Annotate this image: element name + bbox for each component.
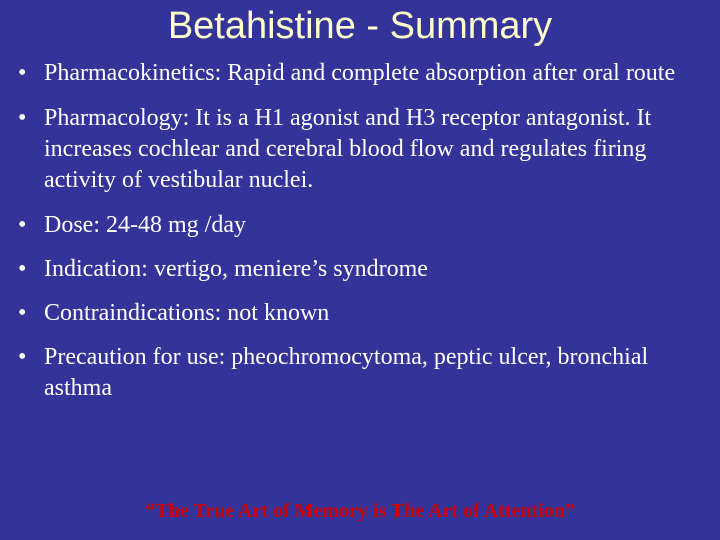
bullet-icon: • — [18, 300, 27, 326]
bullet-text: Contraindications: not known — [44, 300, 330, 326]
bullet-text: Pharmacokinetics: Rapid and complete absorption after oral route — [44, 60, 676, 86]
bullet-item-precaution — [18, 342, 708, 404]
bullet-icon: • — [18, 60, 27, 86]
bullet-text: Dose: 24-48 mg /day — [44, 212, 246, 238]
bullet-icon: • — [18, 344, 27, 370]
quote-footer: “The True Art of Memory is The Art of Attention” — [145, 500, 575, 522]
slide-title: Betahistine - Summary — [167, 5, 553, 47]
bullet-item-indication — [18, 254, 708, 285]
bullet-icon: • — [18, 256, 27, 282]
bullet-item-contraindications — [18, 298, 708, 329]
bullet-text: Indication: vertigo, meniere’s syndrome — [44, 256, 428, 282]
bullet-item-pharmacology — [18, 103, 708, 196]
bullet-list — [18, 58, 708, 418]
bullet-icon: • — [18, 105, 27, 131]
bullet-text: Pharmacology: It is a H1 agonist and H3 receptor antagonist. It increases cochlear and cerebral blood flow and regulates firing activity of vestibular nuclei. — [44, 105, 652, 193]
bullet-item-dose — [18, 210, 708, 241]
bullet-icon: • — [18, 212, 27, 238]
bullet-text: Precaution for use: pheochromocytoma, peptic ulcer, bronchial asthma — [44, 344, 649, 401]
bullet-item-pharmacokinetics — [18, 58, 708, 89]
